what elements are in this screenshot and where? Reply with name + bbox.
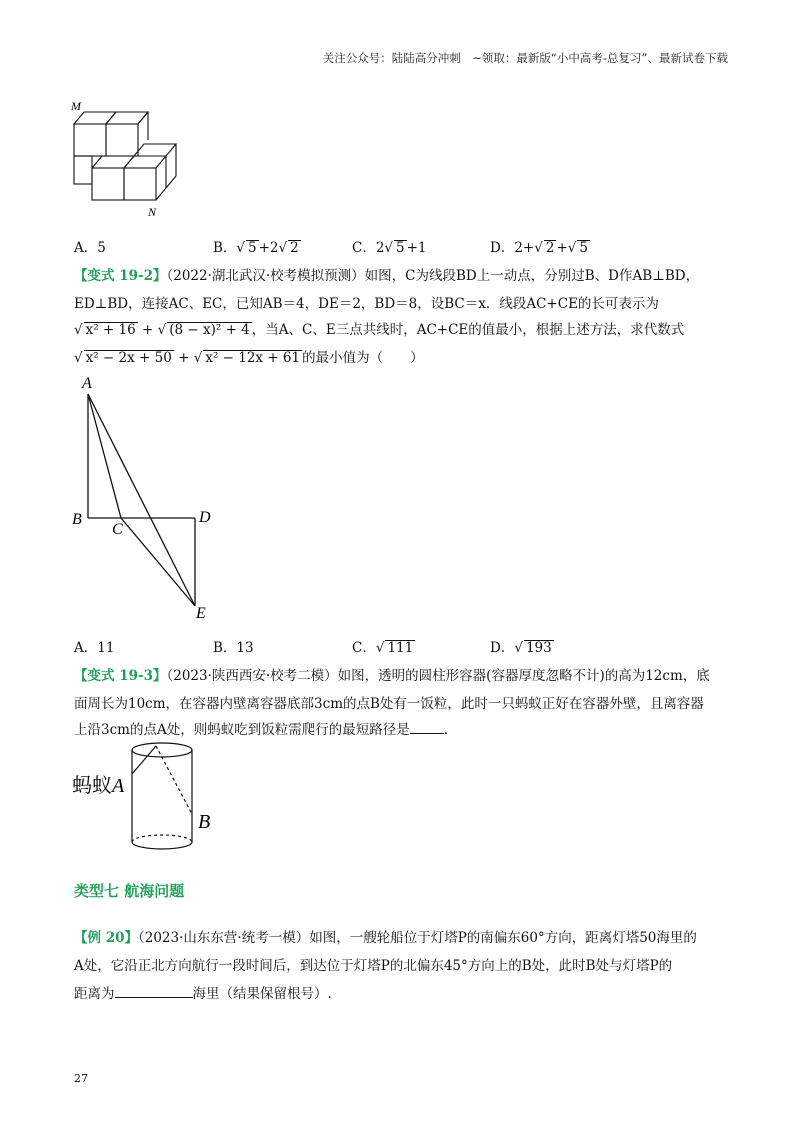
label-d: D	[199, 509, 211, 526]
q3-line-1: 【变式 19-3】（2023·陕西西安·校考二模）如图，透明的圆柱形容器(容器厚度忽略不计)的高为12cm，底	[74, 668, 710, 684]
q3-line-3: 上沿3cm的点A处，则蚂蚁吃到饭粒需爬行的最短路径是 .	[74, 722, 448, 738]
q2-tag: 【变式 19-2】	[74, 268, 167, 284]
label-a: A	[82, 375, 92, 392]
label-c: C	[112, 521, 123, 538]
label-a3: A	[112, 775, 125, 797]
q2-line-1: 【变式 19-2】（2022·湖北武汉·校考模拟预测）如图，C为线段BD上一动点，分别过B、D作AB⊥BD，	[74, 268, 700, 284]
q2-option-b: B．13	[213, 640, 254, 656]
q2-line-2: ED⊥BD，连接AC、EC，已知AB＝4，DE＝2，BD＝8，设BC＝x．线段AC+CE的长可表示为	[74, 296, 659, 312]
q2-line-3: √ x² + 16 + √ (8 − x)² + 4 ，当A、C、E三点共线时，AC+CE的值最小，根据上述方法，求代数式	[74, 322, 685, 338]
triangle-figure	[68, 372, 228, 622]
label-b3: B	[198, 811, 211, 833]
q1-option-d: D．2+√ 2 +√ 5	[490, 240, 588, 256]
ex20-line-1: 【例 20】（2023·山东东营·统考一模）如图，一艘轮船位于灯塔P的南偏东60°方向，距离灯塔50海里的	[74, 930, 697, 946]
q1-option-c: C．2√ 5 +1	[352, 240, 427, 256]
cylinder-figure	[70, 736, 230, 858]
q2-option-d: D．√ 193	[490, 640, 552, 656]
q1-option-a: A．5	[74, 240, 106, 256]
page-number: 27	[74, 1072, 88, 1085]
ex20-line-2: A处，它沿正北方向航行一段时间后，到达位于灯塔P的北偏东45°方向上的B处，此时B处与灯塔P的	[74, 958, 673, 974]
q3-line-2: 面周长为10cm，在容器内壁离容器底部3cm的点B处有一饭粒，此时一只蚂蚁正好在容器外壁，且离容器	[74, 696, 704, 712]
label-m: M	[71, 99, 81, 113]
page-header: 关注公众号：陆陆高分冲刺 ~领取：最新版“小中高考-总复习”、最新试卷下载	[322, 51, 728, 65]
q2-option-c: C．√ 111	[352, 640, 414, 656]
q2-line-4: √ x² − 2x + 50 + √ x² − 12x + 61 的最小值为（ ）	[74, 350, 424, 366]
label-e: E	[196, 605, 206, 622]
q1-option-b: B．√ 5 +2√ 2	[213, 240, 299, 256]
ex20-line-3: 距离为 海里（结果保留根号）.	[74, 986, 332, 1002]
section-title: 类型七 航海问题	[74, 882, 185, 900]
label-n: N	[148, 205, 157, 219]
answer-blank	[410, 733, 444, 734]
label-b: B	[72, 511, 82, 528]
answer-blank	[115, 997, 193, 998]
ant-label: 蚂蚁	[72, 773, 112, 797]
q2-option-a: A．11	[74, 640, 115, 656]
cube-figure	[68, 96, 188, 220]
q3-tag: 【变式 19-3】	[74, 668, 167, 684]
ex20-tag: 【例 20】	[74, 930, 138, 946]
